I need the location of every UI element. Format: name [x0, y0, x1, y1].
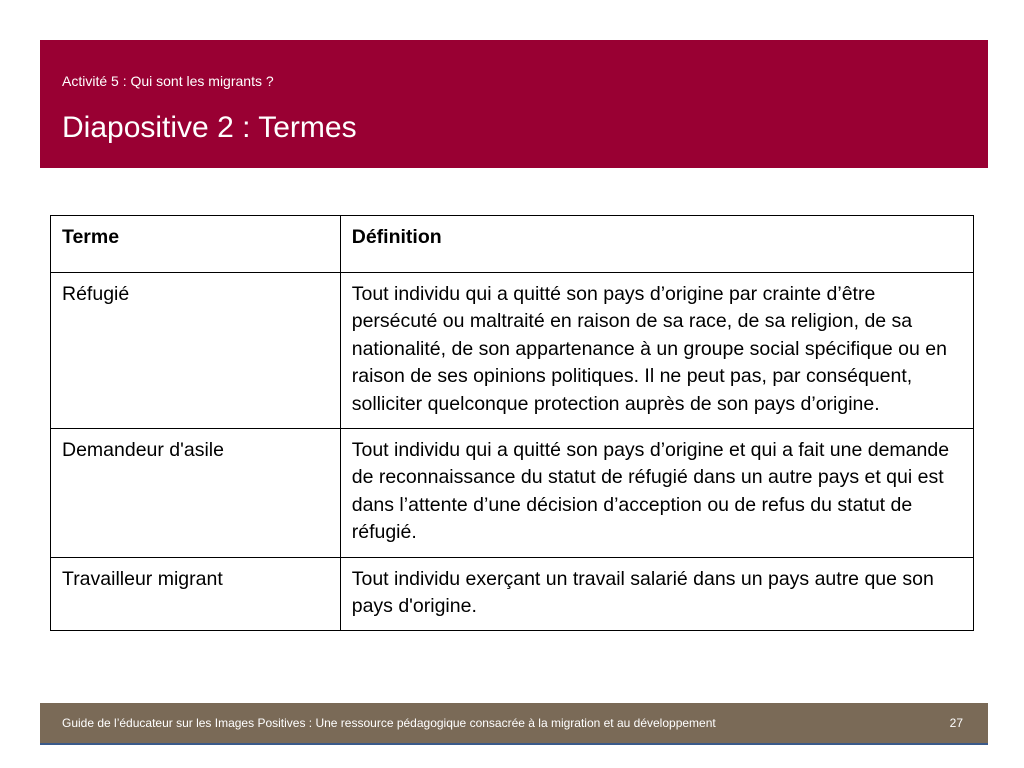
table-row — [51, 273, 974, 429]
column-header-term: Terme — [51, 216, 341, 273]
definition-cell: Tout individu qui a quitté son pays d’origine et qui a fait une demande de reconnaissance du statut de réfugié dans un autre pays et qui est dans l’attente d’une décision d’acception ou de refus du statut de réfugié. — [340, 429, 973, 558]
table-row — [51, 557, 974, 631]
table-row — [51, 429, 974, 558]
term-cell: Travailleur migrant — [51, 557, 341, 631]
term-cell: Demandeur d'asile — [51, 429, 341, 558]
definition-cell: Tout individu qui a quitté son pays d’origine par crainte d’être persécuté ou maltraité en raison de sa race, de sa religion, de sa nationalité, de son appartenance à un groupe social spécifique ou en raison de ses opinions politiques. Il ne peut pas, par conséquent, solliciter quelconque protection auprès de son pays d’origine. — [340, 273, 973, 429]
definition-cell: Tout individu exerçant un travail salarié dans un pays autre que son pays d'origine. — [340, 557, 973, 631]
slide-header — [40, 40, 988, 168]
page-number: 27 — [949, 716, 963, 730]
table-header-row — [51, 216, 974, 273]
slide-footer — [40, 703, 988, 745]
terms-table — [50, 215, 974, 631]
slide-title: Diapositive 2 : Termes — [62, 111, 357, 144]
term-cell: Réfugié — [51, 273, 341, 429]
footer-text: Guide de l’éducateur sur les Images Positives : Une ressource pédagogique consacrée à la migration et au développement — [62, 716, 716, 730]
column-header-definition: Définition — [340, 216, 973, 273]
activity-subtitle: Activité 5 : Qui sont les migrants ? — [62, 73, 274, 89]
